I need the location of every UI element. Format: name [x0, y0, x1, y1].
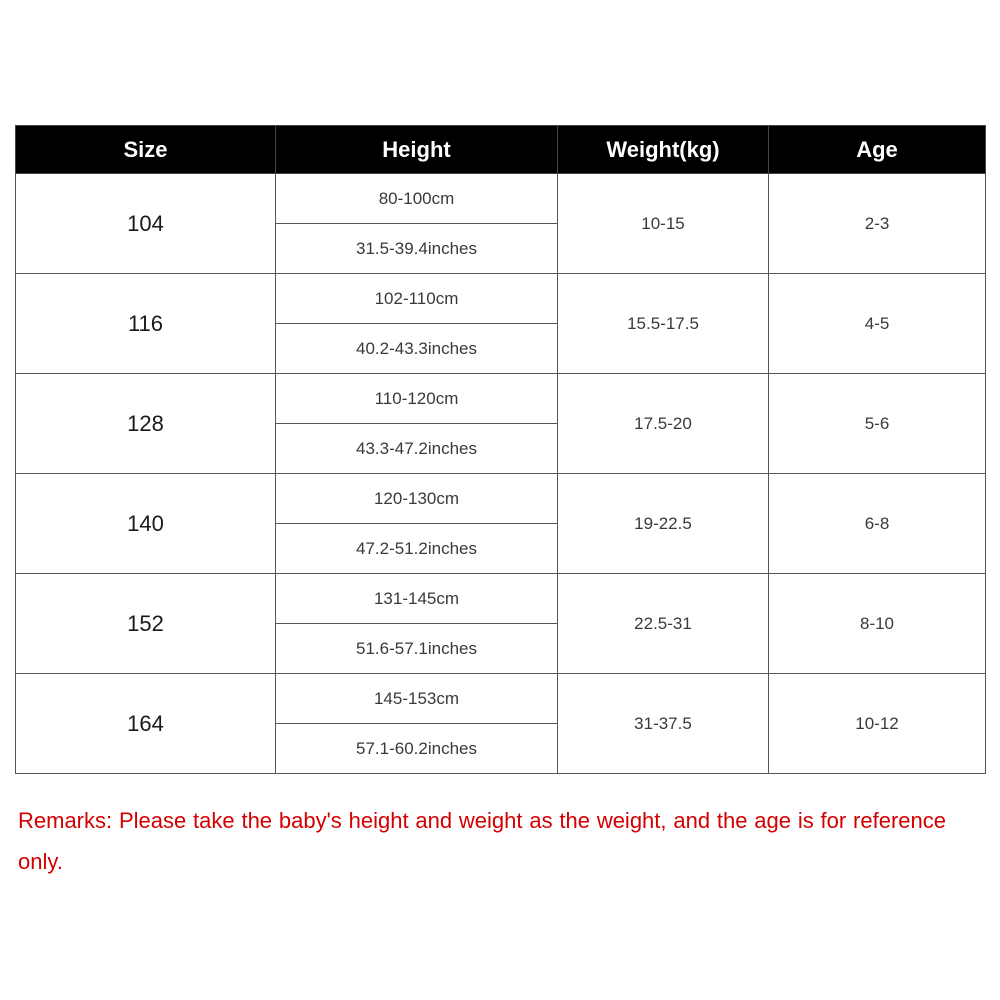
weight-cell: 10-15 [558, 174, 769, 274]
header-age: Age [769, 126, 986, 174]
table-row [16, 174, 986, 224]
height-in-cell: 57.1-60.2inches [276, 724, 558, 774]
table-row [16, 674, 986, 724]
height-cm-cell: 102-110cm [276, 274, 558, 324]
size-cell: 116 [16, 274, 276, 374]
age-cell: 8-10 [769, 574, 986, 674]
age-cell: 4-5 [769, 274, 986, 374]
size-cell: 164 [16, 674, 276, 774]
height-cm-cell: 80-100cm [276, 174, 558, 224]
height-cm-cell: 145-153cm [276, 674, 558, 724]
weight-cell: 31-37.5 [558, 674, 769, 774]
header-weight: Weight(kg) [558, 126, 769, 174]
size-chart-table [15, 125, 986, 774]
header-height: Height [276, 126, 558, 174]
table-row [16, 474, 986, 524]
height-in-cell: 40.2-43.3inches [276, 324, 558, 374]
remarks-note: Remarks: Please take the baby's height and weight as the weight, and the age is for reference only. [18, 808, 946, 874]
size-cell: 140 [16, 474, 276, 574]
age-cell: 5-6 [769, 374, 986, 474]
weight-cell: 15.5-17.5 [558, 274, 769, 374]
height-cm-cell: 110-120cm [276, 374, 558, 424]
header-size: Size [16, 126, 276, 174]
size-cell: 152 [16, 574, 276, 674]
age-cell: 6-8 [769, 474, 986, 574]
height-in-cell: 47.2-51.2inches [276, 524, 558, 574]
height-cm-cell: 131-145cm [276, 574, 558, 624]
weight-cell: 17.5-20 [558, 374, 769, 474]
height-in-cell: 51.6-57.1inches [276, 624, 558, 674]
size-cell: 128 [16, 374, 276, 474]
size-cell: 104 [16, 174, 276, 274]
table-row [16, 274, 986, 324]
table-header-row [16, 126, 986, 174]
age-cell: 10-12 [769, 674, 986, 774]
height-cm-cell: 120-130cm [276, 474, 558, 524]
age-cell: 2-3 [769, 174, 986, 274]
table-row [16, 374, 986, 424]
weight-cell: 22.5-31 [558, 574, 769, 674]
table-row [16, 574, 986, 624]
height-in-cell: 43.3-47.2inches [276, 424, 558, 474]
height-in-cell: 31.5-39.4inches [276, 224, 558, 274]
weight-cell: 19-22.5 [558, 474, 769, 574]
